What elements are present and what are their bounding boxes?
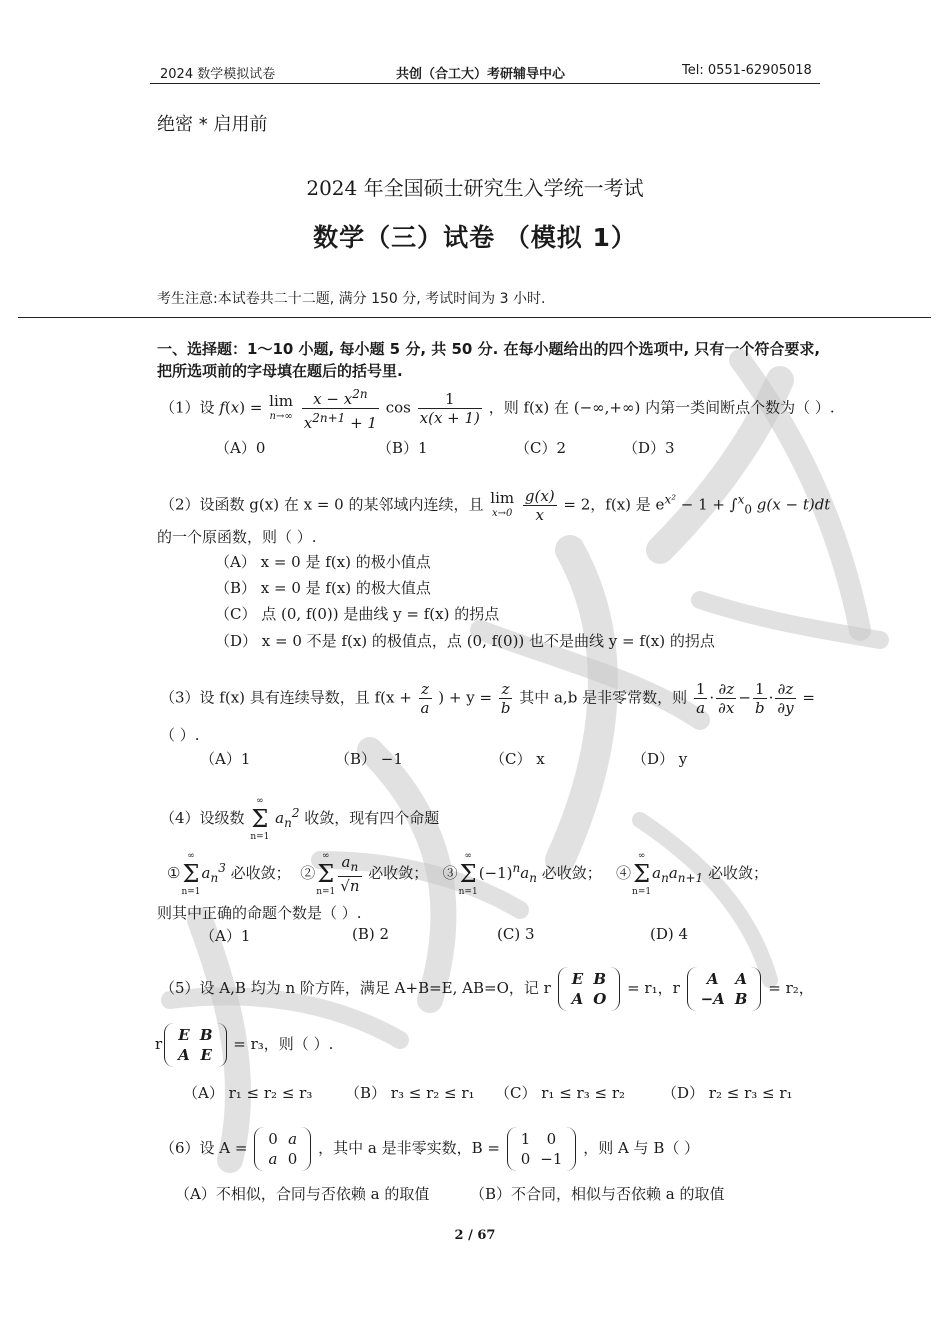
- q4-sum-1: ∞ Σ n=1: [181, 851, 201, 897]
- q1-option-b: （B）1: [377, 439, 428, 457]
- question-5: [160, 967, 814, 1011]
- q4-sum: ∞ Σ n=1: [250, 796, 270, 842]
- q4-sum-3: ∞ Σ n=1: [458, 851, 478, 897]
- q3-suffix: =: [802, 688, 815, 707]
- watermark-text: 共创考研: [530, 820, 534, 821]
- q5-matrix-1: E B A O: [558, 967, 621, 1011]
- q5-option-b: （B） r₃ ≤ r₂ ≤ r₁: [345, 1084, 475, 1102]
- question-3: （3）设 f(x) 具有连续导数，且 f(x + $\frac{z}{a}$ ) + y = $\frac{z}{b}$ 其中 a,b 是非零常数，则 $\frac{1}{a}$ · $\frac{\partial z}{\partial x}$ − $\frac{1}{b}$ · $\frac{\partial z}{\partial y}$ =: [160, 680, 815, 717]
- question-6: [160, 1127, 699, 1171]
- q5-option-a: （A） r₁ ≤ r₂ ≤ r₃: [183, 1084, 313, 1102]
- q4-suffix: 收敛，现有四个命题: [304, 809, 440, 827]
- q4-sum-2: ∞ Σ n=1: [316, 851, 336, 897]
- q6-matrix-b: 1 0 0 −1: [507, 1127, 577, 1171]
- q2-option-c: （C） 点 (0, f(0)) 是曲线 y = f(x) 的拐点: [215, 605, 500, 623]
- q2-option-a: （A） x = 0 是 f(x) 的极小值点: [215, 553, 431, 571]
- q3-option-c: （C） x: [490, 750, 545, 768]
- q3-prefix: （3）设 f(x) 具有连续导数，且 f(x +: [160, 688, 417, 707]
- q3-option-a: （A）1: [200, 750, 251, 768]
- q4-statement-4: 必收敛；: [707, 864, 768, 882]
- q4-prefix: （4）设级数: [160, 809, 250, 827]
- q3-frac-1a: $\frac{1}{a}$: [695, 680, 706, 717]
- q3-dzdx: $\frac{\partial z}{\partial x}$: [718, 680, 735, 717]
- q3-mid2: 其中 a,b 是非零常数，则: [519, 688, 692, 707]
- q3-fraction-zb: $\frac{z}{b}$: [500, 680, 511, 717]
- q4-sum-4: ∞ Σ n=1: [632, 851, 652, 897]
- q6-prefix: （6）设 A =: [160, 1139, 253, 1157]
- q4-statement-3: 必收敛；: [541, 864, 602, 882]
- candidate-notice: 考生注意:本试卷共二十二题, 满分 150 分, 考试时间为 3 小时.: [157, 291, 546, 307]
- q5-prefix: （5）设 A,B 均为 n 阶方阵，满足 A+B=E, AB=O，记 r: [160, 979, 551, 997]
- q5-matrix-3: E B A E: [164, 1023, 226, 1067]
- q4-frac-an-sqrtn: $\frac{a_n}{√n}$: [340, 853, 360, 895]
- q4-option-b: (B) 2: [352, 925, 390, 943]
- q4-option-d: (D) 4: [650, 925, 689, 943]
- q6-suffix: ，则 A 与 B（ ）: [583, 1139, 700, 1157]
- q5-option-d: （D） r₂ ≤ r₃ ≤ r₁: [662, 1084, 793, 1102]
- q3-frac-1b: $\frac{1}{b}$: [754, 680, 765, 717]
- q3-line2: （ ）.: [160, 726, 200, 744]
- q5-eq2: = r₂，: [768, 979, 814, 997]
- q5-line2-text: = r₃，则（ ）.: [233, 1035, 334, 1053]
- exam-title: 2024 年全国硕士研究生入学统一考试: [306, 176, 644, 200]
- q1-option-a: （A）0: [215, 439, 266, 457]
- q1-option-c: （C）2: [515, 439, 567, 457]
- notice-rule: [18, 317, 931, 318]
- q1-limit: lim n→∞: [269, 391, 293, 422]
- header-right: Tel: 0551-62905018: [682, 63, 812, 78]
- q2-option-d: （D） x = 0 不是 f(x) 的极值点，点 (0, f(0)) 也不是曲线 y = f(x) 的拐点: [215, 632, 715, 650]
- q1-suffix: ，则 f(x) 在 (−∞,+∞) 内第一类间断点个数为（ ）.: [488, 398, 835, 417]
- q4-option-a: （A）1: [200, 927, 251, 945]
- header-rule: [150, 83, 820, 84]
- q1-prefix: （1）设: [160, 398, 220, 417]
- page-number: 2 / 67: [454, 1228, 496, 1243]
- q3-mid: ) + y =: [438, 688, 497, 707]
- q3-dzdy: $\frac{\partial z}{\partial y}$: [777, 680, 794, 717]
- q2-limit: lim x→0: [490, 488, 515, 519]
- q2-fraction: $\frac{g(x)}{x}$: [524, 487, 555, 524]
- q6-mid: ，其中 a 是非零实数，B =: [318, 1139, 505, 1157]
- q1-option-d: （D）3: [623, 439, 675, 457]
- q3-fraction-za: $\frac{z}{a}$: [420, 680, 430, 717]
- q3-option-b: （B） −1: [335, 750, 403, 768]
- question-4: （4）设级数 ∞ Σ n=1 $a_n^2$ 收敛，现有四个命题: [160, 796, 440, 842]
- q2-line1-d: g(x − t)dt: [756, 495, 831, 514]
- q2-line1-c: − 1 + ∫: [676, 495, 738, 514]
- q5-eq1: = r₁，r: [627, 979, 680, 997]
- q2-line2: 的一个原函数，则（ ）.: [157, 528, 317, 546]
- exam-subtitle: 数学（三）试卷 （模拟 1）: [313, 223, 637, 252]
- question-1: （1）设 f(x) = lim n→∞ $\frac{x - x^{2n}}{x^{2n+1} + 1}$ cos $\frac{1}{x(x + 1)}$ ，则 f(x) 在 (−∞,+∞) 内第一类间断点个数为（ ）.: [160, 387, 835, 432]
- q5-matrix-2: A A −A B: [687, 967, 762, 1011]
- q2-option-b: （B） x = 0 是 f(x) 的极大值点: [215, 579, 431, 597]
- q4-statement-2: 必收敛；: [368, 864, 429, 882]
- q4-statements: ① ∞ Σ n=1 $a_n^3$ 必收敛； ② ∞ Σ n=1 $\frac{a_n}{√n}$ 必收敛； ③ ∞ Σ n=1 $(-1)^na_n$ 必收敛； ④ ∞ Σ n=1 $a_na_{n+1}$ 必收敛；: [167, 851, 768, 897]
- header-left: 2024 数学模拟试卷: [160, 67, 276, 82]
- q6-option-b: （B）不合同，相似与否依赖 a 的取值: [470, 1185, 725, 1203]
- q1-fraction-2: $\frac{1}{x(x + 1)}$: [419, 390, 480, 427]
- q2-line1-b: = 2，f(x) 是 e: [563, 495, 665, 514]
- q4-option-c: (C) 3: [497, 925, 535, 943]
- q1-fraction-1: $\frac{x - x^{2n}}{x^{2n+1} + 1}$: [303, 387, 377, 432]
- q2-line1-a: （2）设函数 g(x) 在 x = 0 的某邻域内连续，且: [160, 495, 489, 514]
- q5-option-c: （C） r₁ ≤ r₃ ≤ r₂: [495, 1084, 626, 1102]
- q6-option-a: （A）不相似，合同与否依赖 a 的取值: [175, 1185, 430, 1203]
- q4-statement-1: 必收敛；: [230, 864, 291, 882]
- q4-line3: 则其中正确的命题个数是（ ）.: [157, 904, 362, 922]
- section-heading: 一、选择题：1〜10 小题, 每小题 5 分, 共 50 分. 在每小题给出的四个选项中, 只有一个符合要求, 把所选项前的字母填在题后的括号里.: [157, 340, 821, 380]
- q6-matrix-a: 0 a a 0: [254, 1127, 311, 1171]
- question-2: （2）设函数 g(x) 在 x = 0 的某邻域内连续，且 lim x→0 $\frac{g(x)}{x}$ = 2，f(x) 是 $e^{x^2} - 1 + \int^x_0$ g(x − t)dt: [160, 487, 831, 524]
- q3-option-d: （D） y: [632, 750, 688, 768]
- header-center: 共创（合工大）考研辅导中心: [396, 67, 566, 82]
- q5-line2: r E B A E = r₃，则（ ）.: [155, 1023, 333, 1067]
- secret-label: 绝密 * 启用前: [157, 114, 268, 135]
